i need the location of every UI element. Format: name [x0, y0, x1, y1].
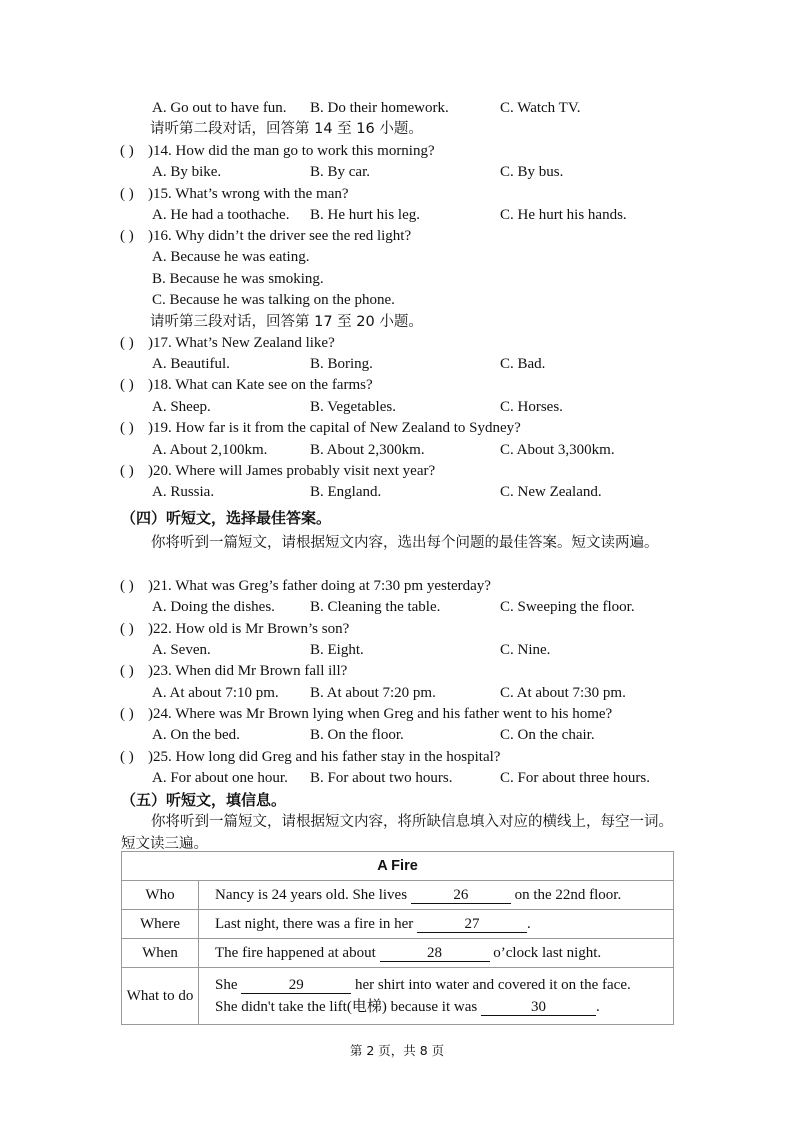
row-content — [199, 881, 674, 910]
option-b: B. Because he was smoking. — [152, 271, 324, 287]
question-text: )22. How old is Mr Brown’s son? — [148, 621, 350, 637]
option-c: C. New Zealand. — [500, 484, 602, 500]
row-label: Where — [122, 910, 199, 939]
table-title: A Fire — [122, 852, 674, 881]
answer-paren[interactable]: ( ) — [120, 463, 134, 479]
blank-30[interactable] — [481, 996, 596, 1018]
option-a: A. Doing the dishes. — [152, 599, 275, 615]
row-label: What to do — [122, 968, 199, 1025]
text-after-blank: . — [527, 915, 531, 932]
question-text: )20. Where will James probably visit next year? — [148, 463, 436, 479]
content-line-1 — [215, 974, 673, 996]
blank-27[interactable] — [417, 916, 527, 933]
dialog3-intro: 请听第三段对话，回答第 17 至 20 小题。 — [150, 314, 423, 330]
option-c: C. For about three hours. — [500, 770, 650, 786]
option-c: C. By bus. — [500, 164, 564, 180]
option-a: A. About 2,100km. — [152, 442, 268, 458]
option-a: A. On the bed. — [152, 727, 240, 743]
option-c: C. At about 7:30 pm. — [500, 685, 626, 701]
option-c: C. Nine. — [500, 642, 551, 658]
option-c: C. Horses. — [500, 399, 563, 415]
option-c: C. On the chair. — [500, 727, 595, 743]
option-a: A. By bike. — [152, 164, 222, 180]
option-a: A. At about 7:10 pm. — [152, 685, 279, 701]
question-text: )19. How far is it from the capital of New Zealand to Sydney? — [148, 420, 521, 436]
answer-paren[interactable]: ( ) — [120, 228, 134, 244]
option-b: B. Boring. — [310, 356, 373, 372]
answer-paren[interactable]: ( ) — [120, 749, 134, 765]
blank-number: 27 — [417, 916, 527, 933]
question-text: )25. How long did Greg and his father stay in the hospital? — [148, 749, 501, 765]
option-b: B. On the floor. — [310, 727, 404, 743]
option-b: B. Eight. — [310, 642, 364, 658]
question-text: )17. What’s New Zealand like? — [148, 335, 335, 351]
question-text: )23. When did Mr Brown fall ill? — [148, 663, 348, 679]
option-a: A. Russia. — [152, 484, 215, 500]
content-line-2 — [215, 996, 673, 1018]
row-label: When — [122, 939, 199, 968]
blank-number: 26 — [411, 887, 511, 904]
answer-paren[interactable]: ( ) — [120, 143, 134, 159]
row-content — [199, 939, 674, 968]
text-before-blank: Last night, there was a fire in her — [215, 915, 414, 932]
option-a: A. Go out to have fun. — [152, 100, 287, 116]
table-row — [122, 881, 674, 910]
blank-26[interactable] — [411, 887, 511, 904]
option-b: B. At about 7:20 pm. — [310, 685, 436, 701]
text-before-blank: The fire happened at about — [215, 944, 376, 961]
answer-paren[interactable]: ( ) — [120, 621, 134, 637]
option-c: C. Sweeping the floor. — [500, 599, 635, 615]
option-b: B. About 2,300km. — [310, 442, 425, 458]
blank-number: 28 — [380, 945, 490, 962]
question-text: )15. What’s wrong with the man? — [148, 186, 349, 202]
blank-number: 30 — [481, 999, 596, 1016]
answer-paren[interactable]: ( ) — [120, 186, 134, 202]
answer-paren[interactable]: ( ) — [120, 420, 134, 436]
option-c: C. Because he was talking on the phone. — [152, 292, 395, 308]
text-after-blank: o’clock last night. — [493, 944, 602, 961]
option-c: C. He hurt his hands. — [500, 207, 627, 223]
option-b: B. Cleaning the table. — [310, 599, 441, 615]
question-text: )21. What was Greg’s father doing at 7:30 pm yesterday? — [148, 578, 491, 594]
blank-29[interactable] — [241, 974, 351, 996]
option-a: A. Sheep. — [152, 399, 211, 415]
option-c: C. Bad. — [500, 356, 546, 372]
option-c: C. Watch TV. — [500, 100, 581, 116]
text-after-blank: . — [595, 999, 600, 1015]
section-4-heading: （四）听短文，选择最佳答案。 — [121, 509, 332, 527]
text-after-blank: on the 22nd floor. — [514, 886, 622, 903]
blank-number: 29 — [241, 977, 351, 994]
option-b: B. Vegetables. — [310, 399, 396, 415]
option-a: A. For about one hour. — [152, 770, 288, 786]
option-b: B. By car. — [310, 164, 370, 180]
section-5-heading: （五）听短文，填信息。 — [121, 791, 287, 809]
text-before-blank: Nancy is 24 years old. She lives — [215, 886, 408, 903]
table-title-row — [122, 852, 674, 881]
blank-28[interactable] — [380, 945, 490, 962]
question-text: )14. How did the man go to work this morning? — [148, 143, 435, 159]
fire-info-table — [121, 851, 674, 1025]
option-a: A. Because he was eating. — [152, 249, 310, 265]
question-text: )16. Why didn’t the driver see the red light? — [148, 228, 412, 244]
section-4-instructions: 你将听到一篇短文，请根据短文内容，选出每个问题的最佳答案。短文读两遍。 — [151, 535, 659, 551]
text-after-blank: her shirt into water and covered it on the face. — [355, 977, 631, 993]
row-label: Who — [122, 881, 199, 910]
answer-paren[interactable]: ( ) — [120, 335, 134, 351]
dialog2-intro: 请听第二段对话，回答第 14 至 16 小题。 — [150, 121, 423, 137]
question-text: )18. What can Kate see on the farms? — [148, 377, 373, 393]
table-row — [122, 910, 674, 939]
option-b: B. Do their homework. — [310, 100, 449, 116]
text-before-blank: She didn't take the lift(电梯) because it was — [215, 999, 478, 1015]
section-5-instructions: 你将听到一篇短文，请根据短文内容，将所缺信息填入对应的横线上，每空一词。短文读三遍。 — [121, 814, 673, 852]
table-row — [122, 968, 674, 1025]
question-text: )24. Where was Mr Brown lying when Greg and his father went to his home? — [148, 706, 613, 722]
option-c: C. About 3,300km. — [500, 442, 615, 458]
row-content — [199, 910, 674, 939]
option-a: A. He had a toothache. — [152, 207, 290, 223]
answer-paren[interactable]: ( ) — [120, 706, 134, 722]
option-b: B. For about two hours. — [310, 770, 453, 786]
option-a: A. Seven. — [152, 642, 211, 658]
option-b: B. England. — [310, 484, 382, 500]
answer-paren[interactable]: ( ) — [120, 663, 134, 679]
table-row — [122, 939, 674, 968]
text-before-blank: She — [215, 977, 238, 993]
option-a: A. Beautiful. — [152, 356, 230, 372]
row-content — [199, 968, 674, 1025]
page-footer: 第 2 页，共 8 页 — [349, 1043, 445, 1058]
answer-paren[interactable]: ( ) — [120, 578, 134, 594]
answer-paren[interactable]: ( ) — [120, 377, 134, 393]
option-b: B. He hurt his leg. — [310, 207, 420, 223]
